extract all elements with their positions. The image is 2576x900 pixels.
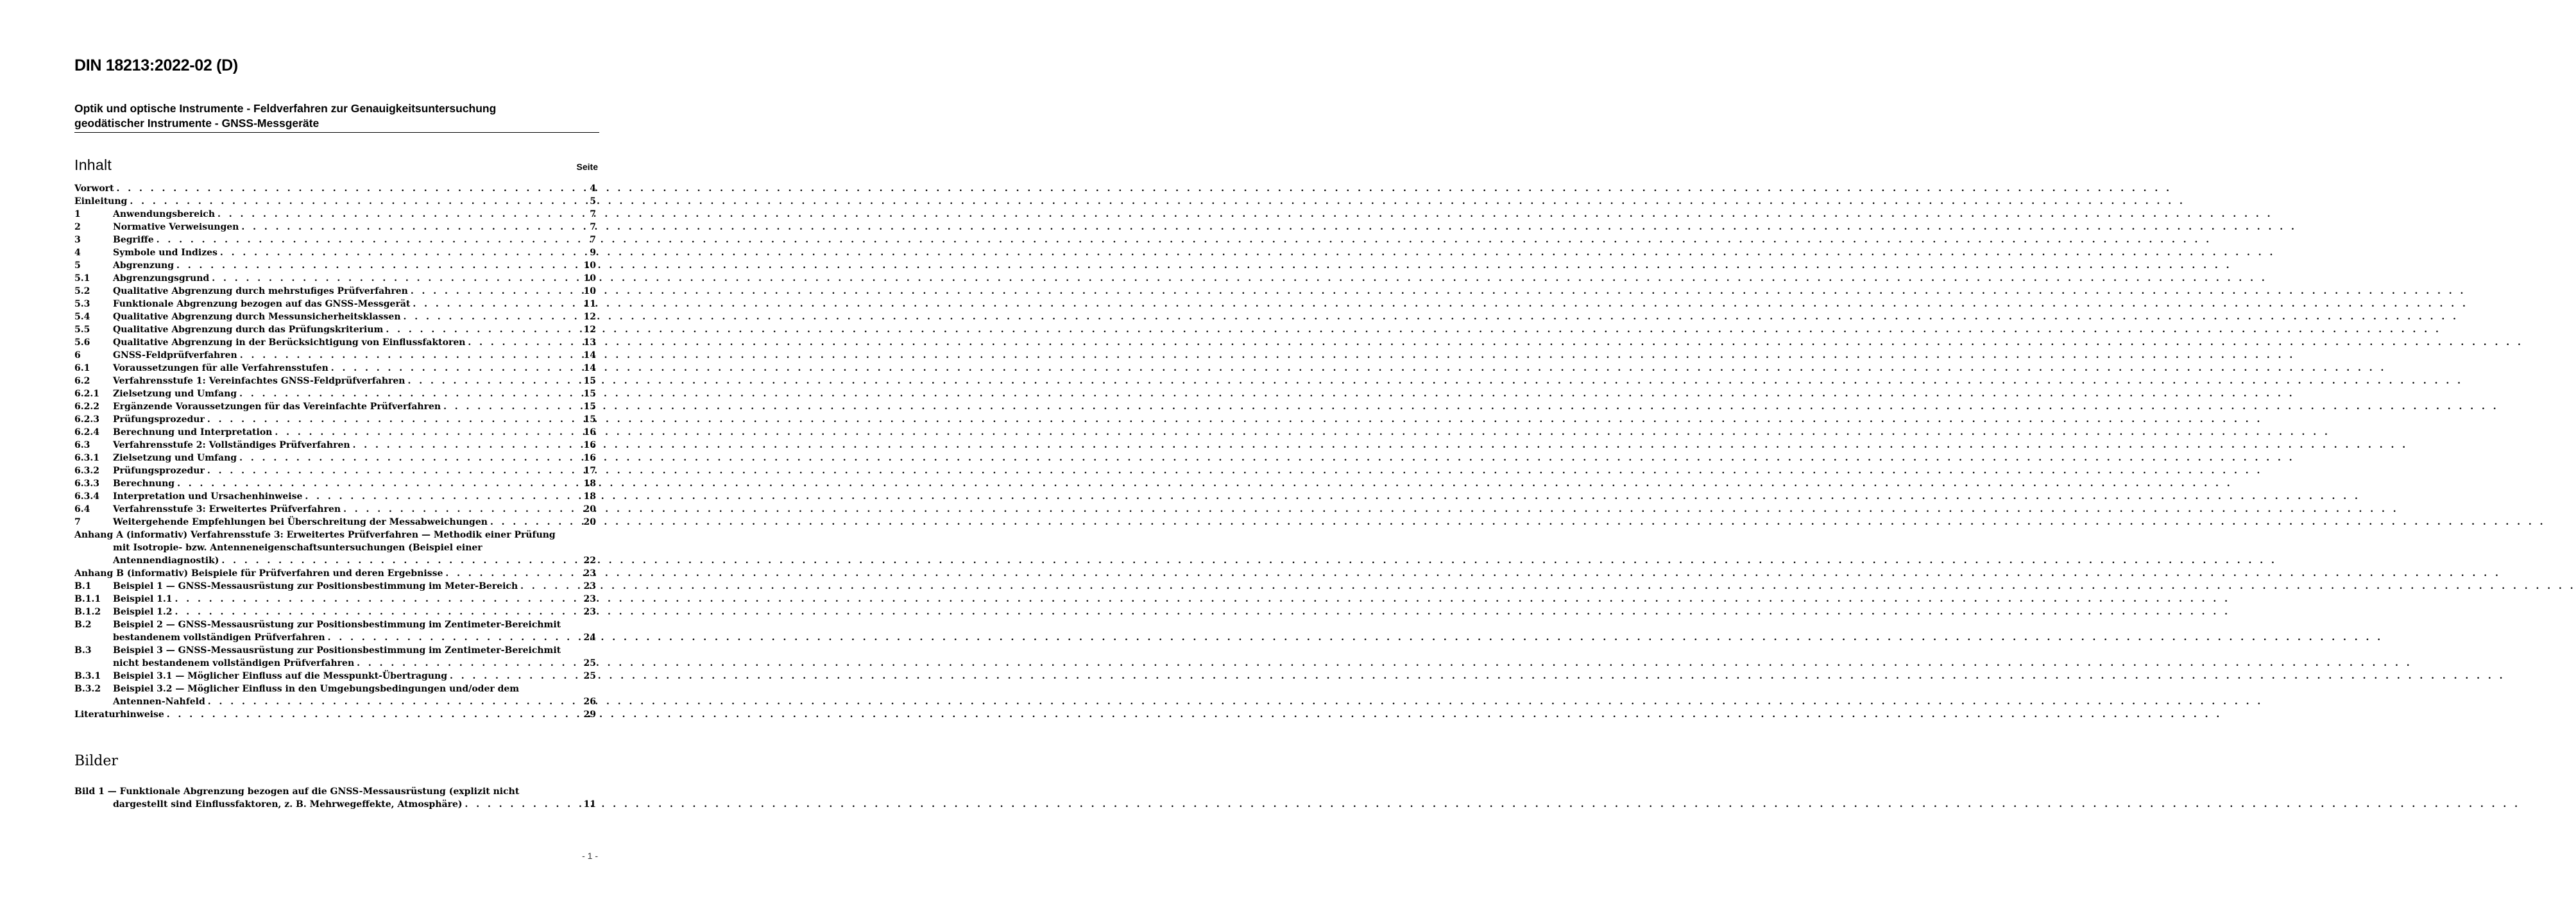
toc-entry-text: Einleitung: [74, 196, 128, 207]
toc-entry[interactable]: [74, 490, 596, 503]
figure-entry-bild-1[interactable]: [74, 785, 596, 811]
toc-entry-number: B.1: [74, 581, 92, 591]
toc-entry-b31[interactable]: [74, 670, 596, 683]
title-divider: [74, 132, 599, 133]
toc-entry-text: GNSS-Feldprüfverfahren: [113, 350, 237, 361]
toc-entry[interactable]: [74, 580, 596, 593]
toc-entry-number: 6.3: [74, 440, 90, 450]
toc-leader-dots: [175, 477, 572, 490]
toc-entry-text: Literaturhinweise: [74, 709, 164, 720]
toc-entry-number: 3: [74, 235, 81, 245]
toc-entry-text-cont: Antennen-Nahfeld: [113, 697, 205, 707]
toc-leader-dots: [518, 580, 572, 593]
toc-leader-dots: [205, 464, 572, 477]
toc-entry-page: 15: [583, 414, 596, 425]
toc-entry-page: 5: [590, 196, 596, 207]
toc-entry-number: 6.3.2: [74, 466, 99, 476]
toc-leader-dots: [401, 310, 572, 323]
toc-entry[interactable]: [74, 208, 596, 221]
toc-leader-dots: [462, 798, 572, 811]
toc-entry[interactable]: [74, 195, 596, 208]
toc-entry-page: 23: [583, 568, 596, 579]
toc-entry-text: Funktionale Abgrenzung bezogen auf das GNSS-Messgerät: [113, 299, 411, 309]
document-id: DIN 18213:2022-02 (D): [74, 56, 238, 74]
toc-entry-page: 23: [583, 594, 596, 604]
toc-entry[interactable]: [74, 349, 596, 362]
toc-leader-dots: [205, 413, 572, 426]
toc-entry-b3[interactable]: [74, 644, 596, 670]
toc-entry-page: 26: [583, 697, 596, 707]
toc-entry-number: B.1.1: [74, 594, 101, 604]
toc-entry-text: Ergänzende Voraussetzungen für das Vereinfachte Prüfverfahren: [113, 402, 441, 412]
toc-entry-number: 5: [74, 260, 81, 271]
toc-entry-number: 4: [74, 248, 81, 258]
toc-entry-text: Anhang B (informativ) Beispiele für Prüfverfahren und deren Ergebnisse: [74, 568, 443, 579]
toc-leader-dots: [350, 439, 572, 452]
toc-entry-number: 2: [74, 222, 81, 232]
toc-entry-page: 16: [583, 427, 596, 437]
toc-entry-text: Normative Verweisungen: [113, 222, 239, 232]
page-number: - 1 -: [582, 851, 598, 861]
toc-entry-number: 7: [74, 517, 81, 527]
toc-entry-text: Beispiel 3.2 — Möglicher Einfluss in den Umgebungsbedingungen und/oder dem: [113, 684, 520, 694]
toc-entry-page: 4: [590, 183, 596, 194]
toc-entry-page: 9: [590, 248, 596, 258]
figure-entry-text: Bild 1 — Funktionale Abgrenzung bezogen auf die GNSS-Messausrüstung (explizit nicht: [74, 786, 520, 797]
toc-entry[interactable]: [74, 221, 596, 233]
toc-entry-page: 16: [583, 453, 596, 463]
toc-entry-number: 6.2.3: [74, 414, 99, 425]
toc-entry-number: 6.2.4: [74, 427, 99, 437]
toc-entry-number: B.3: [74, 645, 92, 656]
toc-leader-dots: [205, 695, 572, 708]
toc-entry-page: 15: [583, 389, 596, 399]
toc-entry-page: 10: [583, 286, 596, 296]
table-of-contents: [74, 182, 596, 721]
toc-entry[interactable]: [74, 182, 596, 195]
toc-entry-number: 6.3.1: [74, 453, 99, 463]
toc-entry-text: Beispiel 1 — GNSS-Messausrüstung zur Positionsbestimmung im Meter-Bereich: [113, 581, 518, 591]
toc-entry-page: 25: [583, 658, 596, 668]
toc-entry-page: 18: [583, 491, 596, 502]
toc-entry-text: Verfahrensstufe 2: Vollständiges Prüfverfahren: [113, 440, 350, 450]
toc-leader-dots: [328, 362, 572, 375]
toc-leader-dots: [237, 452, 572, 464]
toc-entry-number: B.3.2: [74, 684, 101, 694]
toc-leader-dots: [302, 490, 572, 503]
toc-entry-text: Prüfungsprozedur: [113, 466, 205, 476]
toc-entry[interactable]: [74, 387, 596, 400]
toc-leader-dots: [209, 272, 572, 285]
toc-entry-annex-a[interactable]: [74, 529, 596, 567]
toc-entry[interactable]: [74, 336, 596, 349]
toc-entry[interactable]: [74, 362, 596, 375]
title-line-2: geodätischer Instrumente - GNSS-Messgeräte: [74, 117, 320, 130]
figures-heading: Bilder: [74, 753, 118, 769]
toc-entry[interactable]: [74, 323, 596, 336]
toc-entry-page: 14: [583, 350, 596, 361]
toc-leader-dots: [164, 708, 572, 721]
toc-entry[interactable]: [74, 516, 596, 529]
toc-leader-dots: [219, 554, 572, 567]
toc-entry-annex-b[interactable]: [74, 567, 596, 580]
toc-entry[interactable]: [74, 272, 596, 285]
toc-entry-text: Anhang A (informativ) Verfahrensstufe 3: Erweitertes Prüfverfahren — Methodik einer Prüfung: [74, 530, 556, 540]
toc-entry-text: Beispiel 1.1: [113, 594, 173, 604]
toc-entry[interactable]: [74, 259, 596, 272]
toc-leader-dots: [218, 246, 572, 259]
toc-entry-number: 5.4: [74, 312, 90, 322]
toc-entry-text: Vorwort: [74, 183, 114, 194]
toc-entry-text: Weitergehende Empfehlungen bei Überschreitung der Messabweichungen: [113, 517, 488, 527]
toc-leader-dots: [410, 298, 572, 310]
toc-leader-dots: [173, 593, 572, 606]
toc-entry[interactable]: [74, 426, 596, 439]
toc-leader-dots: [447, 670, 572, 683]
toc-entry[interactable]: [74, 439, 596, 452]
toc-entry-number: 5.5: [74, 325, 90, 335]
toc-entry-b2[interactable]: [74, 618, 596, 644]
toc-entry-text: Abgrenzung: [113, 260, 174, 271]
toc-entry-text: Voraussetzungen für alle Verfahrensstufen: [113, 363, 328, 373]
list-of-figures: [74, 785, 596, 811]
toc-entry-page: 7: [590, 209, 596, 219]
toc-entry-text: Zielsetzung und Umfang: [113, 453, 237, 463]
toc-entry-page: 20: [583, 504, 596, 514]
toc-leader-dots: [154, 233, 572, 246]
toc-leader-dots: [354, 657, 572, 670]
toc-entry-literature[interactable]: [74, 708, 596, 721]
toc-entry-text: Beispiel 1.2: [113, 607, 173, 617]
toc-leader-dots: [405, 375, 572, 387]
toc-entry-number: 6.2.1: [74, 389, 99, 399]
toc-entry-page: 10: [583, 273, 596, 284]
toc-entry[interactable]: [74, 452, 596, 464]
toc-entry-text: Begriffe: [113, 235, 154, 245]
toc-main-entries: [74, 182, 596, 529]
toc-entry-page: 17: [583, 466, 596, 476]
title-line-1: Optik und optische Instrumente - Feldverfahren zur Genauigkeitsuntersuchung: [74, 102, 497, 115]
toc-leader-dots: [408, 285, 572, 298]
toc-leader-dots: [174, 259, 572, 272]
toc-entry-text: Zielsetzung und Umfang: [113, 389, 237, 399]
toc-entry-text: Beispiel 2 — GNSS-Messausrüstung zur Positionsbestimmung im Zentimeter-Bereichmit: [113, 620, 561, 630]
toc-entry-number: B.1.2: [74, 607, 101, 617]
toc-entry-page: 14: [583, 363, 596, 373]
toc-entry-number: 5.1: [74, 273, 90, 284]
toc-page-label: Seite: [576, 162, 598, 172]
toc-entry-page: 7: [590, 235, 596, 245]
toc-entry-text: Qualitative Abgrenzung durch das Prüfungskriterium: [113, 325, 384, 335]
toc-heading: Inhalt: [74, 157, 112, 173]
toc-entry-number: 6.4: [74, 504, 90, 514]
toc-leader-dots: [237, 349, 572, 362]
toc-entry-number: B.2: [74, 620, 92, 630]
toc-leader-dots: [127, 195, 572, 208]
toc-entry-text: Anwendungsbereich: [113, 209, 215, 219]
toc-entry-text: Abgrenzungsgrund: [113, 273, 210, 284]
toc-leader-dots: [173, 606, 572, 618]
toc-entry-page: 12: [583, 325, 596, 335]
toc-entry-text-cont: bestandenem vollständigen Prüfverfahren: [113, 633, 325, 643]
toc-entry[interactable]: [74, 375, 596, 387]
toc-entry-page: 7: [590, 222, 596, 232]
toc-entry-page: 15: [583, 402, 596, 412]
toc-entry[interactable]: [74, 503, 596, 516]
toc-entry-text-cont: Antennendiagnostik): [113, 556, 219, 566]
toc-entry-page: 24: [583, 633, 596, 643]
toc-entry-page: 15: [583, 376, 596, 386]
toc-entry-page: 12: [583, 312, 596, 322]
toc-entry-text: Interpretation und Ursachenhinweise: [113, 491, 303, 502]
toc-entry-text: Verfahrensstufe 3: Erweitertes Prüfverfahren: [113, 504, 341, 514]
toc-entry-page: 20: [583, 517, 596, 527]
toc-entry-page: 10: [583, 260, 596, 271]
toc-entry[interactable]: [74, 464, 596, 477]
toc-entry[interactable]: [74, 298, 596, 310]
toc-leader-dots: [237, 387, 572, 400]
toc-entry-page: 13: [583, 337, 596, 348]
toc-entry-text: Symbole und Indizes: [113, 248, 218, 258]
toc-entry-number: 6: [74, 350, 81, 361]
toc-entry-text: Qualitative Abgrenzung durch mehrstufiges Prüfverfahren: [113, 286, 408, 296]
toc-entry-number: 6.2: [74, 376, 90, 386]
toc-entry[interactable]: [74, 477, 596, 490]
toc-entry[interactable]: [74, 246, 596, 259]
toc-leader-dots: [341, 503, 572, 516]
toc-leader-dots: [114, 182, 572, 195]
toc-entry-number: 5.2: [74, 286, 90, 296]
toc-entry-text: Qualitative Abgrenzung durch Messunsicherheitsklassen: [113, 312, 401, 322]
toc-entry-page: 29: [583, 709, 596, 720]
toc-entry-page: 25: [583, 671, 596, 681]
toc-entry[interactable]: [74, 400, 596, 413]
toc-entry-number: 6.3.4: [74, 491, 99, 502]
toc-entry-text: Prüfungsprozedur: [113, 414, 205, 425]
toc-leader-dots: [272, 426, 572, 439]
toc-entry-page: 18: [583, 479, 596, 489]
toc-entry-number: 1: [74, 209, 81, 219]
toc-entry-number: 6.3.3: [74, 479, 99, 489]
toc-entry-page: 16: [583, 440, 596, 450]
toc-entry[interactable]: [74, 413, 596, 426]
document-page: [0, 0, 636, 900]
toc-entry-number: 5.3: [74, 299, 90, 309]
toc-leader-dots: [441, 400, 572, 413]
toc-entry-text: Berechnung: [113, 479, 175, 489]
toc-entry-page: 11: [583, 299, 596, 309]
toc-leader-dots: [383, 323, 572, 336]
toc-entry-b32[interactable]: [74, 683, 596, 708]
toc-leader-dots: [488, 516, 572, 529]
toc-entry-text-cont: nicht bestandenem vollständigen Prüfverfahren: [113, 658, 355, 668]
toc-entry-page: 23: [583, 581, 596, 591]
toc-entry[interactable]: [74, 310, 596, 323]
toc-entry-text: Beispiel 3.1 — Möglicher Einfluss auf die Messpunkt-Übertragung: [113, 671, 447, 681]
toc-entry-text: Qualitative Abgrenzung in der Berücksichtigung von Einflussfaktoren: [113, 337, 466, 348]
toc-entry-number: 6.1: [74, 363, 90, 373]
toc-entry-number: B.3.1: [74, 671, 101, 681]
figure-entry-page: 11: [583, 799, 596, 810]
figure-entry-text-cont: dargestellt sind Einflussfaktoren, z. B. Mehrwegeffekte, Atmosphäre): [113, 799, 463, 810]
toc-leader-dots: [215, 208, 572, 221]
toc-entry-page: 22: [583, 556, 596, 566]
document-title: [74, 101, 601, 131]
toc-leader-dots: [239, 221, 572, 233]
toc-entry-number: 5.6: [74, 337, 90, 348]
toc-entry-text-cont: mit Isotropie- bzw. Antenneneigenschaftsuntersuchungen (Beispiel einer: [113, 543, 482, 553]
toc-leader-dots: [325, 631, 572, 644]
toc-entry-number: 6.2.2: [74, 402, 99, 412]
toc-entry[interactable]: [74, 285, 596, 298]
toc-leader-dots: [465, 336, 572, 349]
toc-entry-text: Berechnung und Interpretation: [113, 427, 273, 437]
toc-entry[interactable]: [74, 606, 596, 618]
toc-annex-b-entries: [74, 580, 596, 618]
toc-entry[interactable]: [74, 593, 596, 606]
toc-entry-page: 23: [583, 607, 596, 617]
toc-entry-text: Beispiel 3 — GNSS-Messausrüstung zur Positionsbestimmung im Zentimeter-Bereichmit: [113, 645, 561, 656]
toc-leader-dots: [443, 567, 572, 580]
toc-entry-text: Verfahrensstufe 1: Vereinfachtes GNSS-Feldprüfverfahren: [113, 376, 405, 386]
toc-entry[interactable]: [74, 233, 596, 246]
